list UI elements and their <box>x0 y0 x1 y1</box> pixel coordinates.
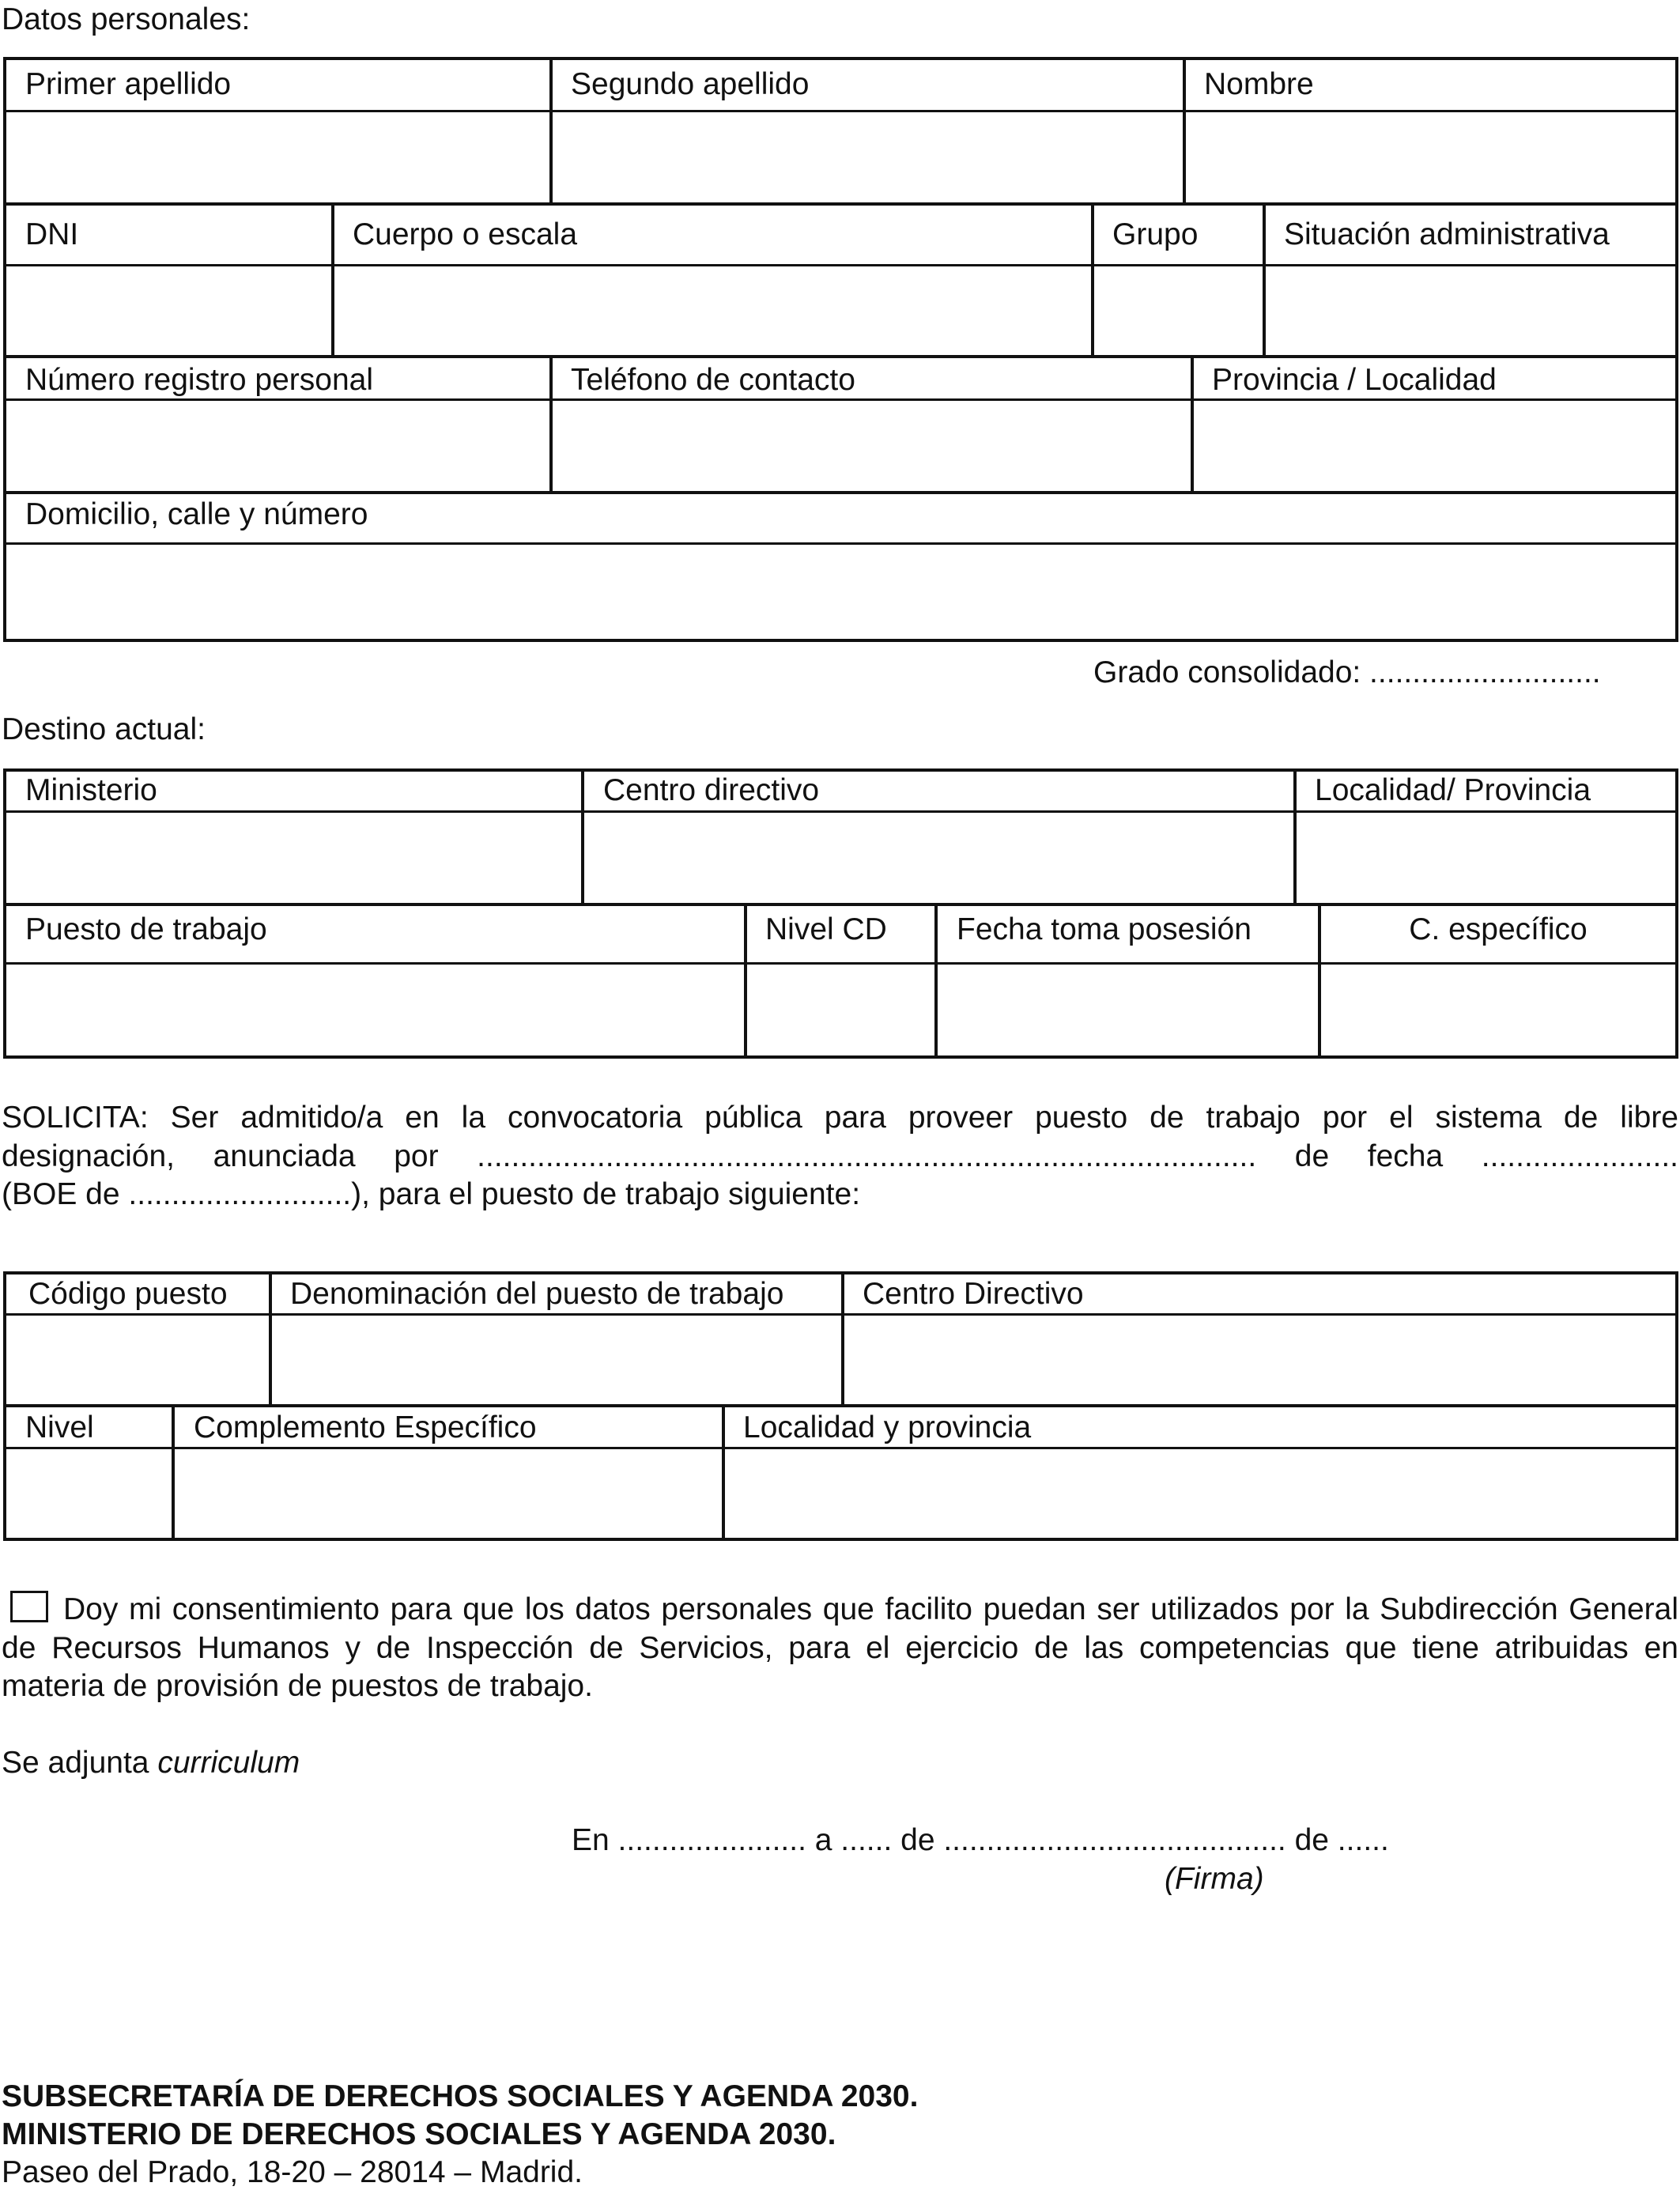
label-centro-directivo-solicitado: Centro Directivo <box>863 1277 1084 1311</box>
label-complemento-especifico: Complemento Específico <box>194 1410 537 1444</box>
fecha-lugar-line: En ...................... a ...... de ........................................ de ...... <box>572 1823 1389 1857</box>
label-telefono: Teléfono de contacto <box>571 363 855 397</box>
consentimiento-paragraph <box>2 1591 1678 1706</box>
adjunta-curriculum <box>2 1745 300 1781</box>
destinatario-line-3: Paseo del Prado, 18-20 – 28014 – Madrid. <box>2 2155 583 2189</box>
grupo-field[interactable] <box>1094 266 1263 355</box>
codigo-puesto-field[interactable] <box>6 1316 269 1404</box>
solicita-line-3: (BOE de ..........................), para el puesto de trabajo siguiente: <box>2 1177 861 1211</box>
denominacion-field[interactable] <box>272 1316 841 1404</box>
centro-directivo-solicitado-field[interactable] <box>844 1316 1675 1404</box>
label-provincia-localidad: Provincia / Localidad <box>1212 363 1497 397</box>
consentimiento-line-3: materia de provisión de puestos de trabajo. <box>2 1669 593 1703</box>
situacion-administrativa-field[interactable] <box>1266 266 1675 355</box>
label-situacion-administrativa: Situación administrativa <box>1284 217 1610 251</box>
consentimiento-line-1: Doy mi consentimiento para que los datos personales que facilito puedan ser utilizados por la Subdirección General <box>63 1592 1678 1626</box>
label-numero-registro: Número registro personal <box>25 363 374 397</box>
label-nivel-cd: Nivel CD <box>765 912 887 946</box>
nombre-field[interactable] <box>1186 112 1675 202</box>
c-especifico-field[interactable] <box>1321 965 1675 1055</box>
segundo-apellido-field[interactable] <box>553 112 1183 202</box>
numero-registro-field[interactable] <box>6 401 549 491</box>
ministerio-field[interactable] <box>6 813 581 903</box>
destino-actual-heading: Destino actual: <box>2 712 206 746</box>
datos-personales-heading: Datos personales: <box>2 2 251 36</box>
destinatario-line-2: MINISTERIO DE DERECHOS SOCIALES Y AGENDA 2030. <box>2 2117 836 2151</box>
nivel-cd-field[interactable] <box>747 965 934 1055</box>
adjunta-curriculum-italic: curriculum <box>157 1746 300 1780</box>
label-c-especifico: C. específico <box>1409 912 1588 946</box>
label-localidad-provincia: Localidad/ Provincia <box>1315 773 1591 807</box>
label-domicilio: Domicilio, calle y número <box>25 497 368 531</box>
solicita-line-2: designación, anunciada por ........................................................................................... de fecha ....................... <box>2 1139 1678 1173</box>
solicita-paragraph <box>2 1099 1678 1214</box>
cuerpo-escala-field[interactable] <box>334 266 1091 355</box>
localidad-y-provincia-field[interactable] <box>725 1449 1675 1538</box>
telefono-field[interactable] <box>553 401 1191 491</box>
label-fecha-toma-posesion: Fecha toma posesión <box>957 912 1252 946</box>
puesto-trabajo-field[interactable] <box>6 965 744 1055</box>
label-ministerio: Ministerio <box>25 773 157 807</box>
label-codigo-puesto: Código puesto <box>28 1277 228 1311</box>
label-nombre: Nombre <box>1204 67 1314 101</box>
label-localidad-y-provincia: Localidad y provincia <box>743 1410 1032 1444</box>
dni-field[interactable] <box>6 266 331 355</box>
domicilio-field[interactable] <box>6 545 1675 639</box>
adjunta-prefix: Se adjunta <box>2 1746 158 1780</box>
label-nivel: Nivel <box>25 1410 94 1444</box>
provincia-localidad-field[interactable] <box>1194 401 1675 491</box>
label-grupo: Grupo <box>1112 217 1199 251</box>
firma-label: (Firma) <box>1165 1862 1264 1896</box>
label-centro-directivo: Centro directivo <box>603 773 820 807</box>
grado-consolidado: Grado consolidado: ........................... <box>1093 655 1601 689</box>
consentimiento-line-2: de Recursos Humanos y de Inspección de Servicios, para el ejercicio de las competencias que tiene atribuidas en <box>2 1630 1678 1665</box>
label-primer-apellido: Primer apellido <box>25 67 232 101</box>
label-segundo-apellido: Segundo apellido <box>571 67 810 101</box>
label-cuerpo-escala: Cuerpo o escala <box>353 217 578 251</box>
label-puesto-trabajo: Puesto de trabajo <box>25 912 267 946</box>
centro-directivo-field[interactable] <box>584 813 1293 903</box>
label-denominacion: Denominación del puesto de trabajo <box>290 1277 784 1311</box>
solicita-line-1: SOLICITA: Ser admitido/a en la convocatoria pública para proveer puesto de trabajo por el sistema de libre <box>2 1101 1678 1135</box>
primer-apellido-field[interactable] <box>6 112 549 202</box>
complemento-especifico-field[interactable] <box>175 1449 722 1538</box>
localidad-provincia-field[interactable] <box>1297 813 1675 903</box>
destinatario-line-1: SUBSECRETARÍA DE DERECHOS SOCIALES Y AGENDA 2030. <box>2 2079 919 2113</box>
label-dni: DNI <box>25 217 79 251</box>
nivel-field[interactable] <box>6 1449 172 1538</box>
fecha-toma-posesion-field[interactable] <box>938 965 1318 1055</box>
